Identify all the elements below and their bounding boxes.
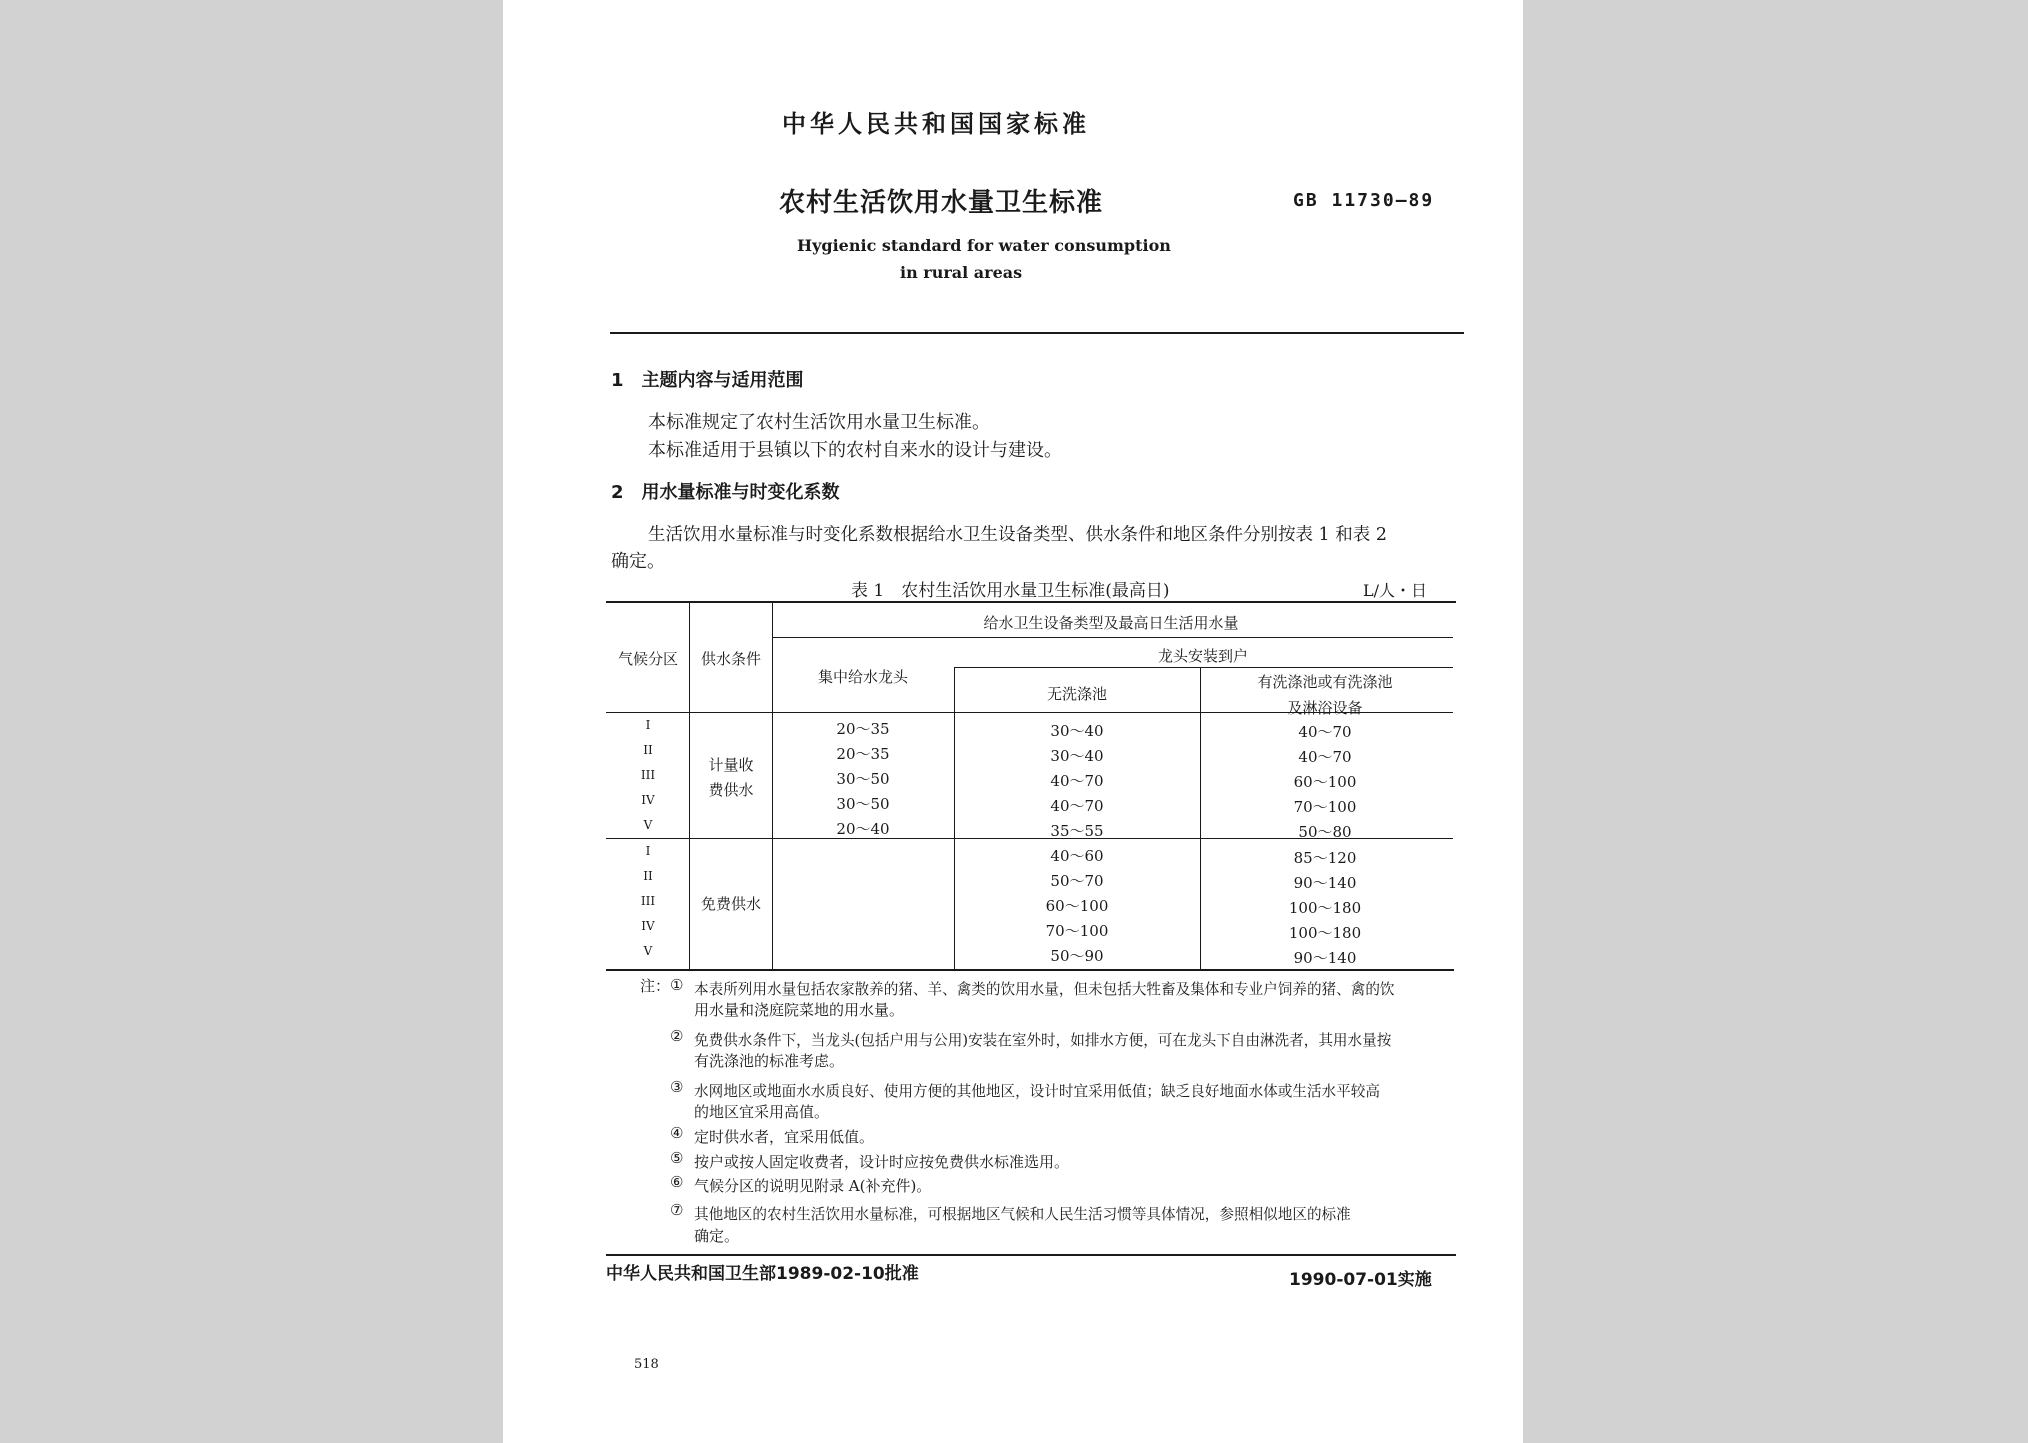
header-equipment-group: 给水卫生设备类型及最高日生活用水量 [983,614,1239,632]
national-standard-heading: 中华人民共和国国家标准 [782,110,1090,138]
zone-cell: II [643,743,653,757]
table-column-rule [689,601,690,970]
zone-cell: IV [641,919,655,933]
supply-condition-label: 计量收 [708,756,754,774]
no-sink-cell: 50～90 [1050,947,1104,965]
table-bottom-rule [606,969,1454,971]
table-unit: L/人・日 [1363,581,1428,600]
note-line: 水网地区或地面水水质良好、使用方便的其他地区，设计时宜采用低值；缺乏良好地面水体或生活水平较高 [694,1083,1380,1100]
table-header-rule [954,667,1453,668]
no-sink-cell: 35～55 [1050,822,1104,840]
note-marker: ⑦ [670,1201,684,1219]
no-sink-cell: 40～70 [1050,797,1104,815]
header-with-sink: 及淋浴设备 [1287,699,1363,717]
paragraph: 生活饮用水量标准与时变化系数根据给水卫生设备类型、供水条件和地区条件分别按表 1 和表 2 [648,525,1387,545]
document-title: 农村生活饮用水量卫生标准 [779,188,1104,218]
zone-cell: II [643,869,653,883]
english-title-line1: Hygienic standard for water consumption [797,236,1171,255]
zone-cell: V [643,818,653,832]
note-marker: ⑥ [670,1173,684,1191]
standard-code: GB 11730—89 [1293,190,1435,211]
header-tap-to-home: 龙头安装到户 [1157,647,1249,665]
table-column-rule [1200,667,1201,970]
central-tap-cell: 20～40 [836,820,890,838]
with-sink-cell: 50～80 [1298,823,1352,841]
with-sink-cell: 100～180 [1288,899,1362,917]
notes-label: 注： [640,977,671,995]
document-page [503,0,1523,1443]
with-sink-cell: 60～100 [1293,773,1357,791]
note-line: 定时供水者，宜采用低值。 [694,1128,875,1146]
approval-line: 中华人民共和国卫生部1989-02-10批准 [606,1264,919,1284]
table-caption: 表 1 农村生活饮用水量卫生标准(最高日) [851,581,1170,601]
paragraph: 本标准适用于县镇以下的农村自来水的设计与建设。 [648,440,1062,461]
page-number: 518 [634,1357,659,1372]
zone-cell: III [640,894,656,908]
no-sink-cell: 30～40 [1050,747,1104,765]
header-with-sink: 有洗涤池或有洗涤池 [1257,673,1393,691]
note-line: 其他地区的农村生活饮用水量标准，可根据地区气候和人民生活习惯等具体情况，参照相似地区的标准 [694,1206,1351,1223]
footer-divider [606,1254,1456,1256]
supply-condition-label: 免费供水 [700,895,762,913]
no-sink-cell: 60～100 [1045,897,1109,915]
note-marker: ② [670,1027,684,1045]
note-line: 本表所列用水量包括农家散养的猪、羊、禽类的饮用水量，但未包括大牲畜及集体和专业户饲养的猪、禽的饮 [694,981,1395,998]
note-line: 免费供水条件下，当龙头(包括户用与公用)安装在室外时，如排水方便，可在龙头下自由淋洗者，其用水量按 [694,1032,1392,1049]
zone-cell: III [640,768,656,782]
paragraph: 本标准规定了农村生活饮用水量卫生标准。 [648,412,990,433]
header-supply-condition: 供水条件 [700,650,762,668]
note-line: 有洗涤池的标准考虑。 [694,1052,845,1070]
with-sink-cell: 70～100 [1293,798,1357,816]
header-climate-zone: 气候分区 [617,650,679,668]
zone-cell: I [645,718,651,732]
with-sink-cell: 85～120 [1293,849,1357,867]
no-sink-cell: 70～100 [1045,922,1109,940]
implementation-date: 1990-07-01实施 [1289,1270,1432,1290]
section-heading: 1 主题内容与适用范围 [611,370,804,391]
no-sink-cell: 40～60 [1050,847,1104,865]
header-divider [610,332,1464,334]
note-marker: ③ [670,1078,684,1096]
no-sink-cell: 40～70 [1050,772,1104,790]
note-marker: ⑤ [670,1149,684,1167]
note-line: 气候分区的说明见附录 A(补充件)。 [694,1177,932,1195]
header-central-tap: 集中给水龙头 [817,668,909,686]
english-title-line2: in rural areas [900,263,1023,282]
table-column-rule [772,601,773,970]
supply-condition-label: 费供水 [708,781,754,799]
paragraph: 确定。 [611,551,665,572]
with-sink-cell: 90～140 [1293,949,1357,967]
note-marker: ④ [670,1124,684,1142]
central-tap-cell: 30～50 [836,795,890,813]
zone-cell: I [645,844,651,858]
zone-cell: IV [641,793,655,807]
zone-cell: V [643,944,653,958]
central-tap-cell: 30～50 [836,770,890,788]
no-sink-cell: 50～70 [1050,872,1104,890]
central-tap-cell: 20～35 [836,745,890,763]
no-sink-cell: 30～40 [1050,722,1104,740]
table-column-rule [954,667,955,970]
section-heading: 2 用水量标准与时变化系数 [611,482,840,503]
with-sink-cell: 40～70 [1298,723,1352,741]
table-top-rule [606,601,1456,603]
with-sink-cell: 100～180 [1288,924,1362,942]
with-sink-cell: 40～70 [1298,748,1352,766]
note-marker: ① [670,976,684,994]
central-tap-cell: 20～35 [836,720,890,738]
note-line: 用水量和浇庭院菜地的用水量。 [694,1001,905,1019]
note-line: 的地区宜采用高值。 [694,1103,830,1121]
with-sink-cell: 90～140 [1293,874,1357,892]
note-line: 按户或按人固定收费者，设计时应按免费供水标准选用。 [694,1153,1070,1171]
header-no-sink: 无洗涤池 [1046,685,1108,703]
table-header-rule [772,637,1453,638]
note-line: 确定。 [694,1227,740,1245]
